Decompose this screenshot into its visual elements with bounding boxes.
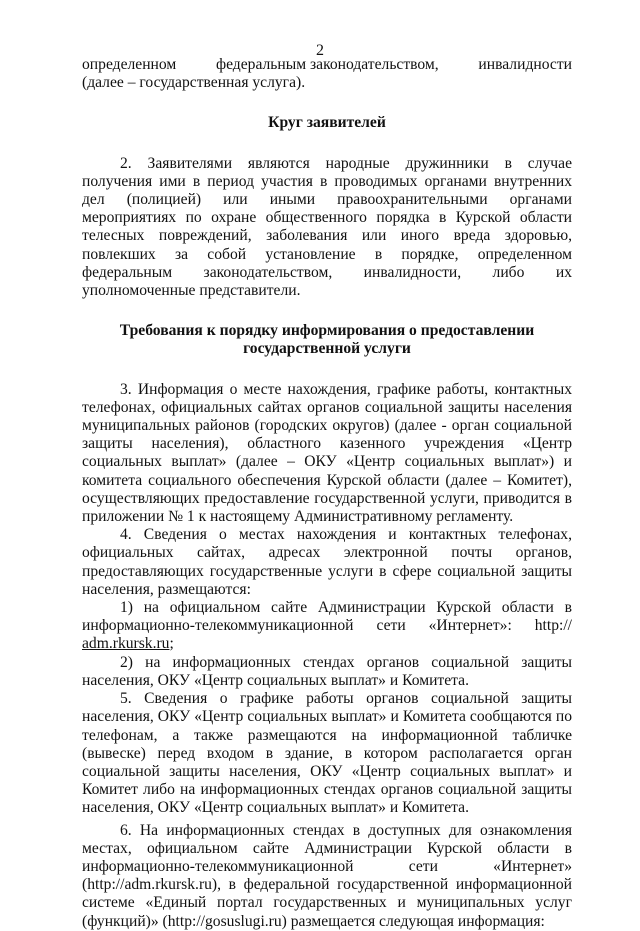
intro-word-3: инвалидности (478, 56, 572, 73)
intro-word-2: федеральным законодательством, (215, 56, 439, 73)
paragraph-4-1-end: ; (169, 635, 174, 653)
page-number: 2 (316, 42, 324, 59)
heading-informing (82, 322, 572, 358)
paragraph-4: 4. Сведения о местах нахождения и контактных телефонах, официальных сайтах, адресах электронной почты органов, предоставляющих государственные услуги в сфере социальной защиты населения, размещаются: (82, 526, 572, 598)
paragraph-3: 3. Информация о месте нахождения, графике работы, контактных телефонах, официальных сайтах органов социальной защиты населения муниципальных районов (городских округов) (далее - орган социальной защиты населения), областного казенного учреждения «Центр социальных выплат» (далее – ОКУ «Центр социальных выплат») и комитета социального обеспечения Курской области (далее – Комитет), осуществляющих предоставление государственной услуги, приводится в приложении № 1 к настоящему Административному регламенту. (82, 380, 572, 526)
adm-rkursk-link[interactable]: adm.rkursk.ru (82, 635, 170, 653)
paragraph-4-1 (82, 599, 572, 654)
intro-word-1: определенном (82, 56, 177, 73)
heading-informing-line-1: Требования к порядку информирования о предоставлении (119, 322, 535, 340)
heading-applicants: Круг заявителей (268, 114, 386, 132)
heading-informing-line-2: государственной услуги (243, 340, 411, 358)
paragraph-4-2: 2) на информационных стендах органов социальной защиты населения, ОКУ «Центр социальных выплат» и Комитета. (82, 653, 572, 689)
paragraph-4-1-text: 1) на официальном сайте Администрации Курской области в информационно-телекоммуникационной сети «Интернет»: http:// (82, 599, 572, 635)
document-body (82, 56, 572, 931)
intro-line-2: (далее – государственная услуга). (82, 74, 306, 92)
paragraph-6: 6. На информационных стендах в доступных для ознакомления местах, официальном сайте Администрации Курской области в информационно-телекоммуникационной сети «Интернет» (http://adm.rkursk.ru), в федеральной государственной информационной системе «Единый портал государственных и муниципальных услуг (функций)» (http://gosuslugi.ru) размещается следующая информация: (82, 821, 572, 930)
paragraph-2: 2. Заявителями являются народные дружинники в случае получения ими в период участия в проводимых органами внутренних дел (полицией) или иными правоохранительными органами мероприятиях по охране общественного порядка в Курской области телесных повреждений, заболевания или иного вреда здоровью, повлекших за собой установление в порядке, определенном федеральным законодательством, инвалидности, либо их уполномоченные представители. (82, 154, 572, 300)
intro-line-1 (82, 56, 572, 74)
paragraph-5: 5. Сведения о графике работы органов социальной защиты населения, ОКУ «Центр социальных выплат» и Комитета сообщаются по телефонам, а также размещаются на информационной табличке (вывеске) перед входом в здание, в котором располагается орган социальной защиты населения, ОКУ «Центр социальных выплат» и Комитет либо на информационных стендах органов социальной защиты населения, ОКУ «Центр социальных выплат» и Комитета. (82, 690, 572, 817)
